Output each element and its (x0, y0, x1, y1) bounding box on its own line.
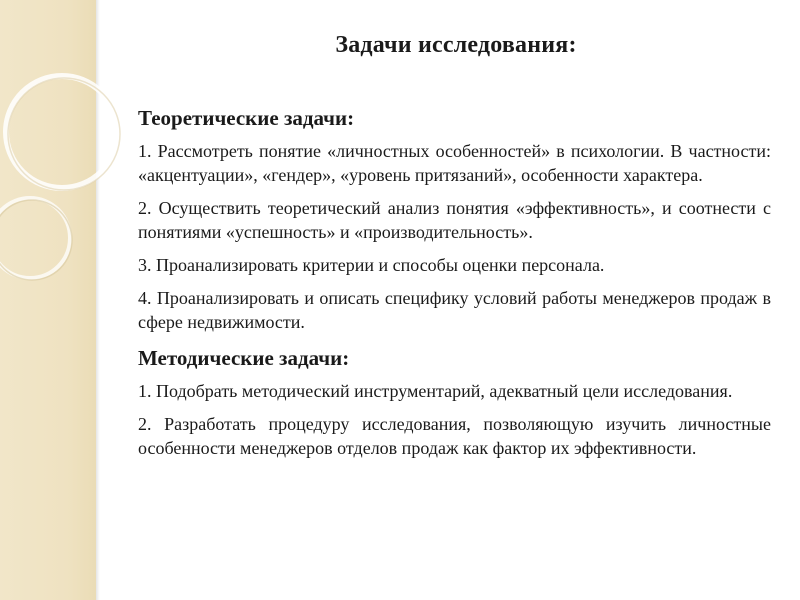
large-ring-shadow (8, 78, 120, 190)
section-heading-theoretical: Теоретические задачи: (138, 106, 355, 130)
slide-title: Задачи исследования: (335, 32, 577, 58)
task-item: 1. Рассмотреть понятие «личностных особенностей» в психологии. В частности: «акцентуации», «гендер», «уровень притязаний», особенности характера. (138, 141, 771, 185)
task-item: 4. Проанализировать и описать специфику условий работы менеджеров продаж в сфере недвижимости. (138, 288, 771, 332)
slide-content (138, 103, 771, 469)
task-item: 3. Проанализировать критерии и способы оценки персонала. (138, 255, 605, 275)
task-item: 1. Подобрать методический инструментарий, адекватный цели исследования. (138, 381, 733, 401)
section-heading-methodical: Методические задачи: (138, 346, 350, 370)
decorative-rings (0, 0, 120, 600)
task-item: 2. Осуществить теоретический анализ понятия «эффективность», и соотнести с понятиями «успешность» и «производительность». (138, 198, 771, 242)
task-item: 2. Разработать процедуру исследования, позволяющую изучить личностные особенности менеджеров отделов продаж как фактор их эффективности. (138, 414, 771, 458)
small-ring-shadow (0, 200, 72, 280)
